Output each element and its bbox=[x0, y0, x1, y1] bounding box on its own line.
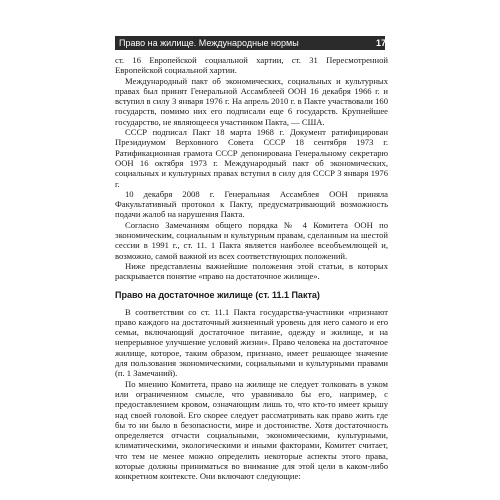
paragraph-7: В соответствии со ст. 11.1 Пакта государства-участники «признают право каждого на достаточный жизненный уровень для него самого и его семьи, включающий достаточное питание, одежду и жилище, и на непрерывное улучшение условий жизни». Право человека на достаточное жилище, которое, таким образом, признано, имеет решающее значение для пользования экономическими, социальными и культурными правами (п. 1 Замечаний). bbox=[115, 306, 388, 379]
paragraph-4: 10 декабря 2008 г. Генеральная Ассамблея ООН приняла Факультативный протокол к Пакту, предусматривающий возможность подачи жалоб на нарушения Пакта. bbox=[115, 188, 388, 220]
running-title: Право на жилище. Международные нормы bbox=[119, 38, 299, 48]
running-header bbox=[115, 36, 385, 50]
paragraph-1: ст. 16 Европейской социальной хартии, ст. 31 Пересмотренной Европейской социальной хартии. bbox=[115, 55, 388, 76]
page-number: 17 bbox=[375, 38, 386, 48]
paragraph-5: Согласно Замечаниям общего порядка № 4 Комитета ООН по экономическим, социальным и культурным правам, сделанным на шестой сессии в 1991 г., ст. 11. 1 Пакта является наиболее всеобъемлющей и, возможно, самой важной из всех соответствующих положений. bbox=[115, 219, 388, 261]
paragraph-8: По мнению Комитета, право на жилище не следует толковать в узком или ограниченном смысле, что уравнивало бы его, например, с предоставлением кровом, означающим лишь то, что кто-то имеет крышу над своей головой. Его скорее следует рассматривать как право жить где бы то ни было в безопасности, мире и достоинстве. Хотя достаточность определяется отчасти социальными, экономическими, культурными, климатическими, экологическими и иными факторами, Комитет считает, что тем не менее можно определить некоторые аспекты этого права, которые должны приниматься во внимание для этой цели в каком-либо конкретном контексте. Они включают следующие: bbox=[115, 378, 388, 482]
paragraph-6: Ниже представлены важнейшие положения этой статьи, в которых раскрывается понятие «право на достаточное жилище». bbox=[115, 260, 388, 282]
paragraph-2: Международный пакт об экономических, социальных и культурных правах был принят Генеральной Ассамблеей ООН 16 декабря 1966 г. и вступил в силу 3 января 1976 г. На апрель 2010 г. в Пакте участвовали 160 государств, помимо них его подписали еще 6 государств. Крупнейшее государство, не являющееся участником Пакта, — США. bbox=[115, 75, 388, 127]
paragraph-3: СССР подписал Пакт 18 марта 1968 г. Документ ратифицирован Президиумом Верховного Совета СССР 18 сентября 1973 г. Ратификационная грамота СССР депонирована Генеральному секретарю ООН 16 октября 1973 г. Международный пакт об экономических, социальных и культурных правах вступил в силу для СССР 3 января 1976 г. bbox=[115, 127, 388, 189]
section-heading: Право на достаточное жилище (ст. 11.1 Пакта) bbox=[115, 289, 320, 300]
page-content bbox=[115, 55, 388, 482]
